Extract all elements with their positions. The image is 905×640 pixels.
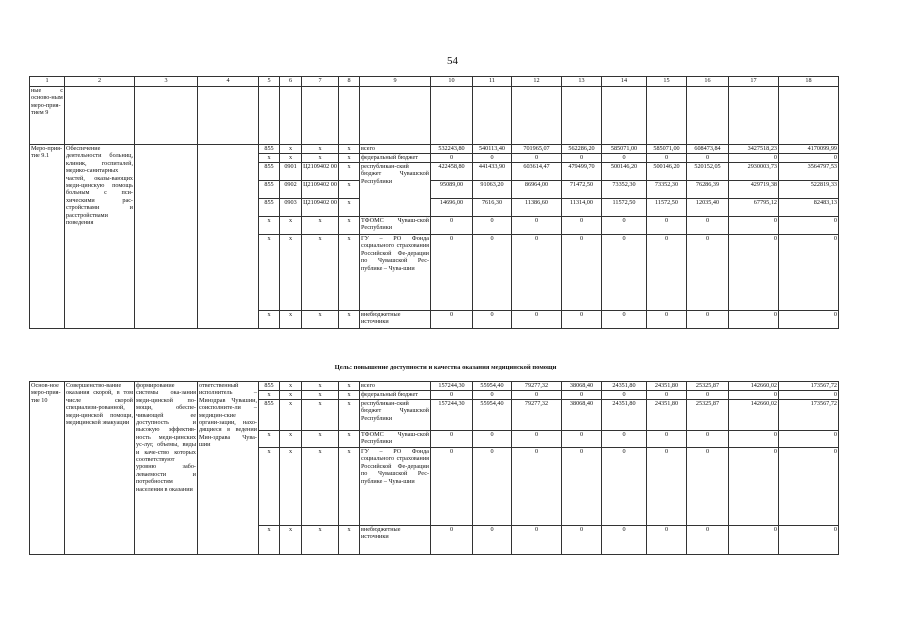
funding-source: ТФОМС Чуваш-ской Республики xyxy=(360,431,431,448)
amount-cell: 173567,72 xyxy=(779,382,839,391)
amount-cell: 0 xyxy=(647,526,687,555)
target-article-code: х xyxy=(302,217,339,235)
amount-cell: 25325,87 xyxy=(687,400,729,431)
section-code: 0902 xyxy=(280,181,302,199)
amount-cell: 479499,70 xyxy=(562,163,602,181)
amount-cell: 0 xyxy=(647,391,687,400)
expense-type-code: х xyxy=(339,382,360,391)
target-article-code: Ц2109402 00 xyxy=(302,163,339,181)
section-code: х xyxy=(280,154,302,163)
amount-cell: 0 xyxy=(602,311,647,329)
amount-cell: 0 xyxy=(431,448,473,526)
amount-cell: 11572,50 xyxy=(602,199,647,217)
amount-cell: 0 xyxy=(512,217,562,235)
amount-cell: 585071,00 xyxy=(647,145,687,154)
expense-type-code: х xyxy=(339,448,360,526)
amount-cell: 500146,20 xyxy=(602,163,647,181)
amount-cell: 0 xyxy=(779,391,839,400)
amount-cell: 0 xyxy=(562,391,602,400)
amount-cell: 0 xyxy=(562,448,602,526)
target-article-code: х xyxy=(302,145,339,154)
amount-cell: 0 xyxy=(431,154,473,163)
column-number: 10 xyxy=(431,77,473,87)
amount-cell: 0 xyxy=(512,526,562,555)
section-code: 0903 xyxy=(280,199,302,217)
column-number: 11 xyxy=(473,77,512,87)
amount-cell: 0 xyxy=(729,154,779,163)
section-code: х xyxy=(280,448,302,526)
responsible-executor: ответственный исполнитель – Минздрав Чувашии, соисполните-ли – медицин-ские органи-зации, нахо-дящиеся в ведении Мин-здрава Чува-шии xyxy=(198,382,259,555)
section-code: х xyxy=(280,431,302,448)
grbs-code: х xyxy=(259,311,280,329)
target-article-code: х xyxy=(302,311,339,329)
section-code: х xyxy=(280,382,302,391)
section-code: х xyxy=(280,235,302,311)
amount-cell: 0 xyxy=(779,431,839,448)
column-number: 4 xyxy=(198,77,259,87)
column-number: 17 xyxy=(729,77,779,87)
column-number: 14 xyxy=(602,77,647,87)
amount-cell: 0 xyxy=(729,217,779,235)
funding-source: федеральный бюджет xyxy=(360,391,431,400)
amount-cell: 3427518,23 xyxy=(729,145,779,154)
target-article-code: х xyxy=(302,526,339,555)
funding-source: внебюджетные источники xyxy=(360,526,431,555)
amount-cell: 0 xyxy=(687,311,729,329)
expense-type-code: х xyxy=(339,181,360,199)
amount-cell: 522819,33 xyxy=(779,181,839,199)
amount-cell: 12035,40 xyxy=(687,199,729,217)
column-number: 15 xyxy=(647,77,687,87)
amount-cell: 79277,32 xyxy=(512,382,562,391)
amount-cell: 2930003,73 xyxy=(729,163,779,181)
amount-cell: 0 xyxy=(729,448,779,526)
amount-cell: 0 xyxy=(473,431,512,448)
amount-cell: 0 xyxy=(431,311,473,329)
amount-cell: 0 xyxy=(602,235,647,311)
amount-cell: 0 xyxy=(562,217,602,235)
amount-cell: 0 xyxy=(779,217,839,235)
amount-cell: 0 xyxy=(647,217,687,235)
funding-source: всего xyxy=(360,145,431,154)
funding-source: ГУ – РО Фонда социального страхования Российской Фе-дерации по Чувашской Рес-публике – Чува-шии xyxy=(360,235,431,311)
grbs-code: х xyxy=(259,526,280,555)
section-code: х xyxy=(280,400,302,431)
expense-type-code: х xyxy=(339,235,360,311)
target-article-code: Ц2109402 00 xyxy=(302,199,339,217)
amount-cell: 95089,00 xyxy=(431,181,473,199)
amount-cell: 0 xyxy=(687,431,729,448)
section-code: х xyxy=(280,391,302,400)
amount-cell: 608473,84 xyxy=(687,145,729,154)
grbs-code: 855 xyxy=(259,199,280,217)
amount-cell: 429719,38 xyxy=(729,181,779,199)
column-number: 16 xyxy=(687,77,729,87)
amount-cell: 0 xyxy=(687,154,729,163)
grbs-code: 855 xyxy=(259,163,280,181)
grbs-code: 855 xyxy=(259,400,280,431)
amount-cell: 0 xyxy=(473,391,512,400)
amount-cell: 0 xyxy=(647,235,687,311)
column-number: 5 xyxy=(259,77,280,87)
amount-cell: 0 xyxy=(431,391,473,400)
amount-cell: 0 xyxy=(562,431,602,448)
column-number: 8 xyxy=(339,77,360,87)
amount-cell: 71472,50 xyxy=(562,181,602,199)
amount-cell: 73352,30 xyxy=(647,181,687,199)
amount-cell: 0 xyxy=(562,154,602,163)
target-article-code: х xyxy=(302,382,339,391)
amount-cell: 67795,12 xyxy=(729,199,779,217)
target-article-code: х xyxy=(302,154,339,163)
amount-cell: 0 xyxy=(473,154,512,163)
column-number: 1 xyxy=(30,77,65,87)
amount-cell: 0 xyxy=(647,431,687,448)
amount-cell: 0 xyxy=(473,311,512,329)
amount-cell: 157244,30 xyxy=(431,400,473,431)
amount-cell: 0 xyxy=(602,217,647,235)
grbs-code: х xyxy=(259,235,280,311)
target-indicator xyxy=(135,145,198,329)
funding-row xyxy=(30,145,839,154)
amount-cell: 7616,30 xyxy=(473,199,512,217)
amount-cell: 82483,13 xyxy=(779,199,839,217)
amount-cell: 25325,87 xyxy=(687,382,729,391)
amount-cell: 79277,32 xyxy=(512,400,562,431)
amount-cell: 0 xyxy=(602,154,647,163)
amount-cell: 0 xyxy=(647,448,687,526)
amount-cell: 0 xyxy=(602,448,647,526)
funding-source: республикан-ский бюджет Чувашской Республики xyxy=(360,163,431,217)
grbs-code: х xyxy=(259,448,280,526)
amount-cell: 0 xyxy=(431,217,473,235)
responsible-executor xyxy=(198,145,259,329)
amount-cell: 76286,39 xyxy=(687,181,729,199)
amount-cell: 0 xyxy=(779,235,839,311)
expense-type-code: х xyxy=(339,400,360,431)
budget-table-bottom xyxy=(29,381,839,555)
amount-cell: 0 xyxy=(687,526,729,555)
section-code: х xyxy=(280,526,302,555)
amount-cell: 0 xyxy=(779,448,839,526)
amount-cell: 24351,80 xyxy=(602,382,647,391)
amount-cell: 0 xyxy=(602,391,647,400)
continuation-row xyxy=(30,87,839,145)
amount-cell: 0 xyxy=(512,235,562,311)
amount-cell: 0 xyxy=(473,526,512,555)
amount-cell: 55954,40 xyxy=(473,382,512,391)
target-article-code: х xyxy=(302,235,339,311)
funding-source: всего xyxy=(360,382,431,391)
grbs-code: х xyxy=(259,217,280,235)
amount-cell: 0 xyxy=(512,448,562,526)
column-number: 6 xyxy=(280,77,302,87)
amount-cell: 0 xyxy=(473,448,512,526)
amount-cell: 0 xyxy=(687,217,729,235)
amount-cell: 142660,02 xyxy=(729,400,779,431)
amount-cell: 422458,80 xyxy=(431,163,473,181)
amount-cell: 0 xyxy=(779,526,839,555)
expense-type-code: х xyxy=(339,199,360,217)
grbs-code: 855 xyxy=(259,181,280,199)
amount-cell: 24351,80 xyxy=(602,400,647,431)
amount-cell: 0 xyxy=(431,235,473,311)
header-row xyxy=(30,77,839,87)
grbs-code: х xyxy=(259,431,280,448)
activity-name: Совершенство-вание оказания скорой, в том числе скорой специализи-рованной, меди-цинской помощи, медицинской эвакуации xyxy=(65,382,135,555)
amount-cell: 532243,80 xyxy=(431,145,473,154)
amount-cell: 11572,50 xyxy=(647,199,687,217)
expense-type-code: х xyxy=(339,526,360,555)
amount-cell: 11386,60 xyxy=(512,199,562,217)
amount-cell: 91063,20 xyxy=(473,181,512,199)
amount-cell: 24351,80 xyxy=(647,400,687,431)
column-number: 13 xyxy=(562,77,602,87)
amount-cell: 0 xyxy=(473,235,512,311)
amount-cell: 0 xyxy=(687,391,729,400)
budget-table-top xyxy=(29,76,839,329)
amount-cell: 11314,00 xyxy=(562,199,602,217)
amount-cell: 38068,40 xyxy=(562,382,602,391)
expense-type-code: х xyxy=(339,163,360,181)
column-number: 9 xyxy=(360,77,431,87)
amount-cell: 0 xyxy=(562,526,602,555)
expense-type-code: х xyxy=(339,217,360,235)
amount-cell: 3564797,53 xyxy=(779,163,839,181)
activity-name: Обеспечение деятельности больниц, клиник, госпиталей, медико-санитарных частей, оказы-вающих меди-цинскую помощь больным с пси-хическими рас-стройствами и расстройствами поведения xyxy=(65,145,135,329)
amount-cell: 0 xyxy=(512,311,562,329)
amount-cell: 0 xyxy=(431,431,473,448)
goal-heading: Цель: повышение доступности и качества оказания медицинской помощи xyxy=(334,364,557,371)
column-number: 2 xyxy=(65,77,135,87)
amount-cell: 142660,02 xyxy=(729,382,779,391)
section-code: 0901 xyxy=(280,163,302,181)
amount-cell: 540113,40 xyxy=(473,145,512,154)
amount-cell: 4170099,99 xyxy=(779,145,839,154)
amount-cell: 0 xyxy=(647,311,687,329)
column-number: 12 xyxy=(512,77,562,87)
amount-cell: 0 xyxy=(687,235,729,311)
target-article-code: Ц2109402 00 xyxy=(302,181,339,199)
amount-cell: 0 xyxy=(473,217,512,235)
section-code: х xyxy=(280,311,302,329)
amount-cell: 0 xyxy=(431,526,473,555)
page-number: 54 xyxy=(447,55,458,67)
amount-cell: 520152,05 xyxy=(687,163,729,181)
amount-cell: 14696,00 xyxy=(431,199,473,217)
amount-cell: 86964,00 xyxy=(512,181,562,199)
column-number: 18 xyxy=(779,77,839,87)
expense-type-code: х xyxy=(339,431,360,448)
funding-source: ГУ – РО Фонда социального страхования Российской Фе-дерации по Чувашской Рес-публике – Чува-шии xyxy=(360,448,431,526)
funding-source: республикан-ский бюджет Чувашской Республики xyxy=(360,400,431,431)
amount-cell: 0 xyxy=(512,391,562,400)
grbs-code: 855 xyxy=(259,382,280,391)
amount-cell: 0 xyxy=(729,311,779,329)
column-number: 7 xyxy=(302,77,339,87)
amount-cell: 585071,00 xyxy=(602,145,647,154)
expense-type-code: х xyxy=(339,391,360,400)
expense-type-code: х xyxy=(339,145,360,154)
amount-cell: 0 xyxy=(729,526,779,555)
amount-cell: 0 xyxy=(512,431,562,448)
grbs-code: 855 xyxy=(259,145,280,154)
amount-cell: 0 xyxy=(562,235,602,311)
amount-cell: 0 xyxy=(562,311,602,329)
amount-cell: 701965,07 xyxy=(512,145,562,154)
amount-cell: 0 xyxy=(779,311,839,329)
grbs-code: х xyxy=(259,154,280,163)
target-article-code: х xyxy=(302,391,339,400)
amount-cell: 0 xyxy=(602,526,647,555)
amount-cell: 38068,40 xyxy=(562,400,602,431)
activity-label: Меро-прия-тие 9.1 xyxy=(30,145,65,329)
amount-cell: 500146,20 xyxy=(647,163,687,181)
amount-cell: 0 xyxy=(687,448,729,526)
target-article-code: х xyxy=(302,400,339,431)
grbs-code: х xyxy=(259,391,280,400)
target-article-code: х xyxy=(302,448,339,526)
amount-cell: 0 xyxy=(729,391,779,400)
amount-cell: 562286,20 xyxy=(562,145,602,154)
expense-type-code: х xyxy=(339,311,360,329)
amount-cell: 0 xyxy=(779,154,839,163)
funding-source: федеральный бюджет xyxy=(360,154,431,163)
amount-cell: 0 xyxy=(729,431,779,448)
target-article-code: х xyxy=(302,431,339,448)
column-number: 3 xyxy=(135,77,198,87)
amount-cell: 0 xyxy=(647,154,687,163)
expense-type-code: х xyxy=(339,154,360,163)
amount-cell: 603614,47 xyxy=(512,163,562,181)
amount-cell: 0 xyxy=(512,154,562,163)
amount-cell: 24351,80 xyxy=(647,382,687,391)
activity-label: Основ-ное меро-прия-тие 10 xyxy=(30,382,65,555)
amount-cell: 441433,90 xyxy=(473,163,512,181)
section-code: х xyxy=(280,217,302,235)
funding-source: внебюджетные источники xyxy=(360,311,431,329)
section-code: х xyxy=(280,145,302,154)
amount-cell: 0 xyxy=(729,235,779,311)
amount-cell: 0 xyxy=(602,431,647,448)
amount-cell: 55954,40 xyxy=(473,400,512,431)
funding-row xyxy=(30,382,839,391)
amount-cell: 73352,30 xyxy=(602,181,647,199)
amount-cell: 157244,30 xyxy=(431,382,473,391)
amount-cell: 173567,72 xyxy=(779,400,839,431)
continuation-label: ные с осново-ным меро-прия-тием 9 xyxy=(30,87,65,145)
target-indicator: формирование системы ока-зания меди-цинской по-мощи, обеспе-чивающей ее доступность и высокую эффектив-ность меди-цинских ус-луг, объемы, виды и каче-ство которых соответствуют уровню забо-леваемости и потребностям населения в оказании xyxy=(135,382,198,555)
funding-source: ТФОМС Чуваш-ской Республики xyxy=(360,217,431,235)
